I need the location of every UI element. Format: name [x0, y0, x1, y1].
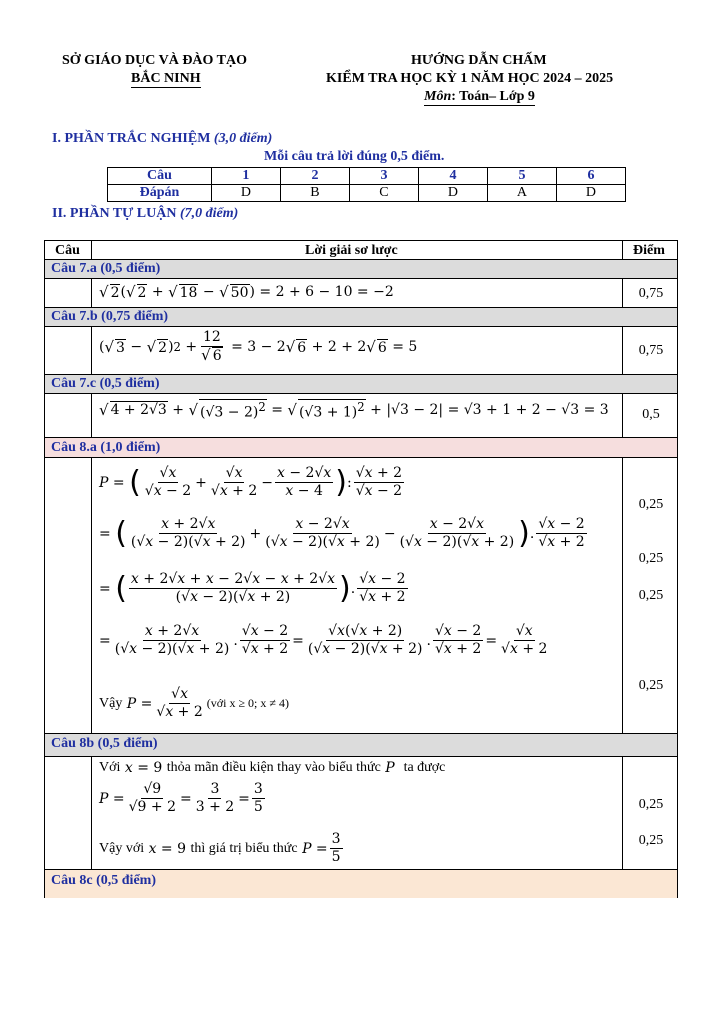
answer-key-q: 2 — [280, 168, 349, 185]
answer-key-table — [107, 167, 626, 202]
score-8a-1: 0,25 — [638, 497, 664, 512]
part2-title: II. PHẦN TỰ LUẬN (7,0 điểm) — [52, 206, 239, 221]
formula-8b-calc: P = $\frac{√9}{√9 + 2}$ = $\frac{3}{3 + 2}$ = $\frac{3}{5}$ — [99, 781, 263, 815]
score-8b-2: 0,25 — [638, 833, 664, 848]
province-name: BẮC NINH — [131, 71, 201, 86]
score-8a-3: 0,25 — [638, 588, 664, 603]
score-7a: 0,75 — [638, 286, 664, 301]
section-label-8c: Câu 8c (0,5 điểm) — [51, 873, 156, 888]
score-8b-1: 0,25 — [638, 797, 664, 812]
section-label-8a: Câu 8.a (1,0 điểm) — [51, 440, 161, 455]
answer-key-a: D — [211, 185, 280, 202]
answer-key-q: 1 — [211, 168, 280, 185]
part1-note: Mỗi câu trả lời đúng 0,5 điểm. — [264, 149, 445, 164]
formula-7b: ( √ 3 − √ 2 ) 2 + $\frac{12}{√ 6}$ = 3 − 2 √ 6 + 2 + 2 √ 6 = 5 — [99, 329, 418, 364]
col-question-header: Câu — [55, 243, 80, 258]
answer-key-q: 4 — [418, 168, 487, 185]
subject-line: Môn: Toán– Lớp 9 — [424, 89, 535, 104]
answer-key-q: 5 — [487, 168, 556, 185]
department-name: SỞ GIÁO DỤC VÀ ĐÀO TẠO — [62, 53, 248, 68]
section-label-8b: Câu 8b (0,5 điểm) — [51, 736, 158, 751]
formula-8b-conclusion: Vậy với x = 9 thì giá trị biểu thức P = $\frac{3}{5}$ — [99, 831, 341, 865]
part1-title: I. PHẦN TRẮC NGHIỆM (3,0 điểm) — [52, 131, 273, 146]
solution-table — [44, 240, 678, 898]
answer-key-row-questions — [108, 168, 626, 185]
formula-8a-line4: = $\frac{x + 2√x}{(√x - 2)(√x + 2)}$ . $\frac{√x - 2}{√x + 2}$ = $\frac{√x(√x + 2)}{(√x - 2)(√x + 2)}$ . $\frac{√x - 2}{√x + 2}$ = $\frac{√x}{√x + 2}$ — [99, 623, 548, 657]
formula-8a-conclusion: Vậy P = $\frac{√x}{√x + 2}$ (với x ≥ 0; x ≠ 4) — [99, 686, 289, 720]
formula-7c: √ 4 + 2√3 + √ $(√3 - 2)^2$ = √ $(√3 + 1)^2$ + |√3 − 2| = √3 + 1 + 2 − √3 = 3 — [99, 400, 609, 421]
section-label-7b: Câu 7.b (0,75 điểm) — [51, 309, 169, 324]
answer-key-row-answers — [108, 185, 626, 202]
score-8a-4: 0,25 — [638, 678, 664, 693]
formula-8a-line3: = ( $\frac{x + 2√x + x - 2√x - x + 2√x}{(√x - 2)(√x + 2)}$ ) . $\frac{√x - 2}{√x + 2}$ — [99, 570, 406, 606]
formula-7a: √ 2 ( √ 2 + √ 18 − √ 50 ) = 2 + 6 − 10 = −2 — [99, 283, 394, 301]
doc-title: HƯỚNG DẪN CHẤM — [411, 53, 547, 68]
answer-key-q: 3 — [349, 168, 418, 185]
answer-key-a: C — [349, 185, 418, 202]
answer-key-q-label: Câu — [108, 168, 212, 185]
formula-8a-line2: = ( $\frac{x + 2√x}{(√x - 2)(√x + 2)}$ + $\frac{x - 2√x}{(√x - 2)(√x + 2)}$ − $\frac{x - 2√x}{(√x - 2)(√x + 2)}$ ) . $\frac{√x - 2}{√x + 2}$ — [99, 515, 585, 551]
section-label-7a: Câu 7.a (0,5 điểm) — [51, 261, 161, 276]
exam-title: KIỂM TRA HỌC KỲ 1 NĂM HỌC 2024 – 2025 — [326, 71, 614, 86]
answer-key-a-label: Đápán — [108, 185, 212, 202]
score-7b: 0,75 — [638, 343, 664, 358]
text-8b-line1: Với x = 9 thỏa mãn điều kiện thay vào biểu thức P ta được — [99, 760, 446, 776]
answer-key-a: A — [487, 185, 556, 202]
col-score-header: Điểm — [633, 243, 665, 258]
answer-key-a: B — [280, 185, 349, 202]
answer-key-a: D — [418, 185, 487, 202]
section-label-7c: Câu 7.c (0,5 điểm) — [51, 376, 160, 391]
score-8a-2: 0,25 — [638, 551, 664, 566]
col-solution-header: Lời giải sơ lược — [305, 243, 398, 258]
answer-key-a: D — [556, 185, 625, 202]
answer-key-q: 6 — [556, 168, 625, 185]
score-7c: 0,5 — [642, 407, 660, 422]
formula-8a-line1: P = ( $\frac{√x}{√x - 2}$ + $\frac{√x}{√x + 2}$ − $\frac{x - 2√x}{x - 4}$ ) : $\frac{√x + 2}{√x - 2}$ — [99, 464, 403, 500]
